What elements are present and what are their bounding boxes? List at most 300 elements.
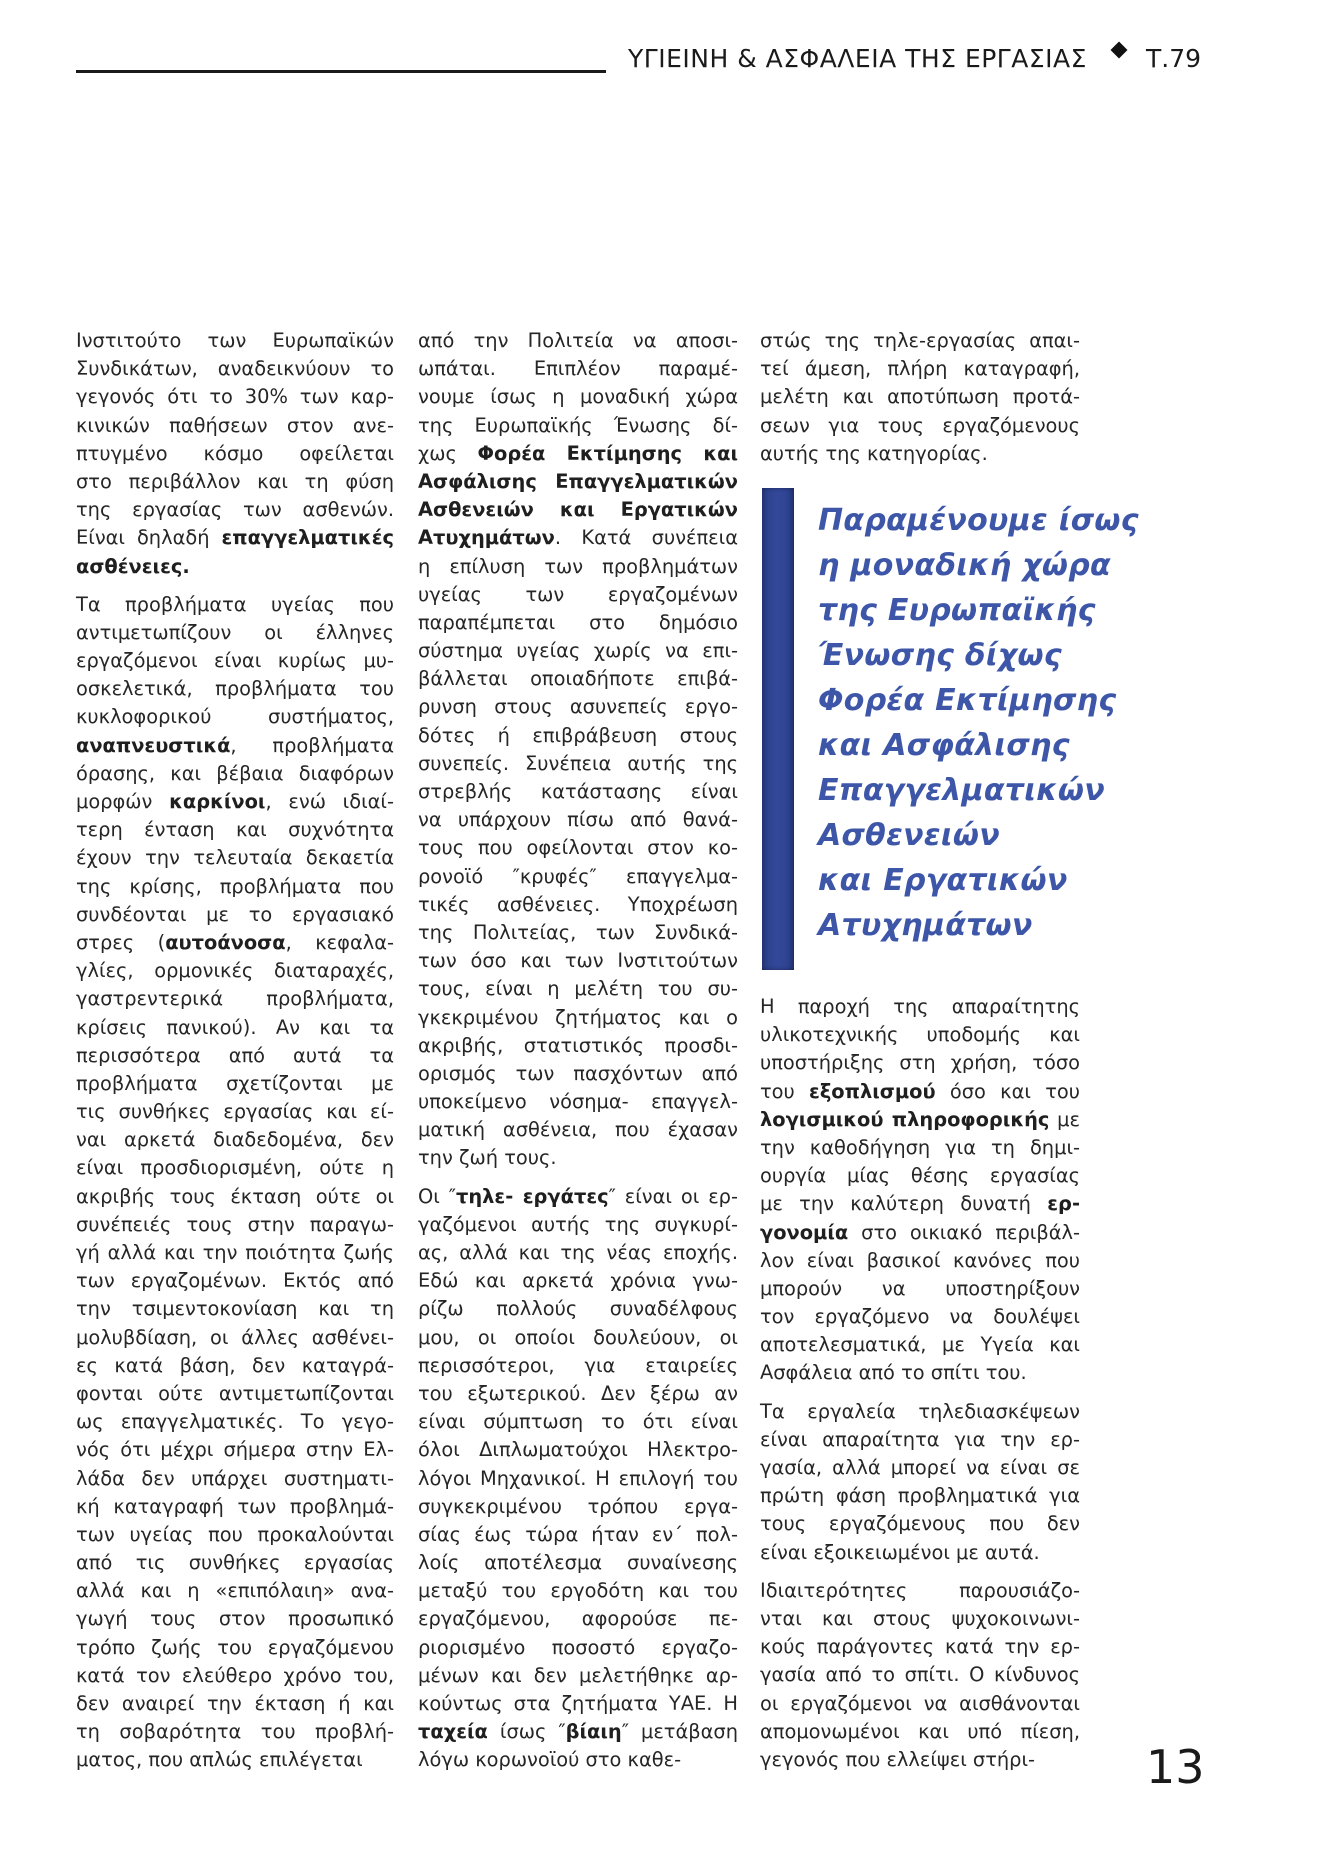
text-line	[76, 985, 394, 1013]
text-line	[76, 553, 394, 581]
text-line	[760, 1454, 1080, 1482]
text-line	[760, 1510, 1080, 1538]
article-column-3	[760, 327, 1080, 478]
text-run: ματική ασθένεια, που έχασαν	[418, 1118, 738, 1142]
text-run: κούντως στα ζητήματα ΥΑΕ. Η	[418, 1692, 738, 1715]
text-run: ρίζω πολλούς συναδέλφους	[418, 1297, 738, 1321]
text-line	[76, 1436, 394, 1464]
text-line	[760, 1303, 1080, 1331]
text-line	[76, 1267, 394, 1295]
bold-text: γονομία	[760, 1220, 849, 1244]
text-line	[418, 1662, 738, 1690]
text-run: συνδέονται με το εργασιακό	[76, 902, 394, 926]
text-line	[76, 1465, 394, 1493]
section-title: ΥΓΙΕΙΝΗ & ΑΣΦΑΛΕΙΑ ΤΗΣ ΕΡΓΑΣΙΑΣ	[628, 44, 1087, 73]
text-run: απομονωμένοι και υπό πίεση,	[760, 1719, 1080, 1743]
text-line	[418, 1352, 738, 1380]
text-run: ″ είναι οι ερ-	[608, 1184, 738, 1208]
text-run: λόγοι Μηχανικοί. Η επιλογή του	[418, 1466, 738, 1490]
text-line	[760, 1690, 1080, 1718]
text-line	[760, 1247, 1080, 1275]
text-line	[418, 1521, 738, 1549]
text-line	[76, 355, 394, 383]
text-run: Η παροχή της απαραίτητης	[760, 995, 1080, 1018]
text-run: . Κατά συνέπεια	[554, 526, 738, 550]
text-run: των εργαζομένων. Εκτός από	[76, 1269, 394, 1293]
pull-quote-text	[818, 498, 1139, 948]
bold-text: αναπνευστικά	[76, 733, 231, 757]
text-run: είναι απαραίτητα για την ερ-	[760, 1427, 1080, 1451]
text-run: δότες ή επιβράβευση στους	[418, 723, 738, 747]
text-run: εργαζόμενου, αφορούσε πε-	[418, 1607, 738, 1631]
text-run: όσο και του	[935, 1079, 1080, 1103]
text-run: ακριβής τους έκταση ούτε οι	[76, 1184, 394, 1208]
text-line	[418, 468, 738, 496]
text-run: είναι σύμπτωση το ότι είναι	[418, 1410, 738, 1434]
text-run: έχουν την τελευταία δεκαετία	[76, 846, 394, 870]
text-line	[418, 1183, 738, 1211]
text-run: γκεκριμένου ζητήματος και ο	[418, 1005, 738, 1029]
text-run: μένων και δεν μελετήθηκε αρ-	[418, 1663, 738, 1687]
text-line	[76, 524, 394, 552]
text-run: υγείας των εργαζομένων	[418, 582, 738, 606]
text-run: τους που οφείλονται στον κο-	[418, 836, 738, 860]
bold-text: ασθένειες.	[76, 554, 190, 578]
paragraph	[760, 1577, 1080, 1774]
text-run: Τα εργαλεία τηλεδιασκέψεων	[760, 1399, 1080, 1423]
text-line	[418, 693, 738, 721]
text-line	[760, 1021, 1080, 1049]
text-run: από τις συνθήκες εργασίας	[76, 1551, 394, 1575]
text-line	[760, 327, 1080, 355]
text-run: ες κατά βάση, δεν καταγρά-	[76, 1353, 394, 1377]
text-run: στρες (	[76, 930, 166, 954]
text-line	[760, 1331, 1080, 1359]
text-line	[76, 1662, 394, 1690]
text-line	[418, 975, 738, 1003]
text-line	[418, 1746, 738, 1774]
text-run: ας, αλλά και της νέας εποχής.	[418, 1241, 738, 1264]
text-run: συγκεκριμένου τρόπου εργα-	[418, 1494, 738, 1518]
text-line	[76, 1577, 394, 1605]
text-run: τους εργαζόμενους που δεν	[760, 1512, 1080, 1536]
text-run: τρόπο ζωής του εργαζόμενου	[76, 1635, 394, 1659]
text-run: του εξωτερικού. Δεν ξέρω αν	[418, 1381, 738, 1405]
text-run: οι εργαζόμενοι να αισθάνονται	[760, 1691, 1080, 1715]
article-column-1	[76, 327, 394, 1785]
text-line	[76, 1042, 394, 1070]
text-line	[76, 619, 394, 647]
text-run: κή καταγραφή των προβλημά-	[76, 1494, 394, 1518]
text-line	[418, 553, 738, 581]
text-run: κούς παράγοντες κατά την ερ-	[760, 1635, 1080, 1659]
pull-quote-line: Ασθενειών	[818, 818, 1000, 853]
text-run: είναι εξοικειωμένοι με αυτά.	[760, 1540, 1040, 1564]
text-run: Ιδιαιτερότητες παρουσιάζο-	[760, 1578, 1080, 1602]
text-line	[418, 806, 738, 834]
text-line	[76, 1408, 394, 1436]
text-line	[76, 1493, 394, 1521]
text-run: κατά τον ελεύθερο χρόνο του,	[76, 1663, 394, 1687]
text-run: των όσο και των Ινστιτούτων	[418, 949, 738, 973]
text-run: , ενώ ιδιαί-	[265, 790, 394, 813]
text-line	[76, 383, 394, 411]
text-line	[760, 1049, 1080, 1077]
text-line	[76, 1380, 394, 1408]
text-line	[76, 1690, 394, 1718]
text-run: την ζωή τους.	[418, 1146, 557, 1170]
text-line	[418, 1239, 738, 1267]
text-line	[76, 1154, 394, 1182]
text-run: του	[760, 1079, 810, 1103]
text-line	[76, 412, 394, 440]
paragraph	[760, 993, 1080, 1388]
text-run: ρυνση στους ασυνεπείς εργο-	[418, 695, 738, 719]
text-run: της εργασίας των ασθενών.	[76, 498, 394, 522]
page-number: 13	[1146, 1740, 1205, 1794]
text-run: νται και στους ψυχοκοινωνι-	[760, 1606, 1080, 1630]
text-line	[76, 1098, 394, 1126]
text-line	[76, 816, 394, 844]
text-line	[76, 1183, 394, 1211]
text-run: να υπάρχουν πίσω από θανά-	[418, 808, 738, 832]
text-run: αντιμετωπίζουν οι έλληνες	[76, 620, 394, 644]
text-line	[760, 1633, 1080, 1661]
text-run: ″ μετάβαση	[621, 1720, 738, 1744]
pull-quote-bar	[762, 488, 794, 970]
text-run: ουργία μίας θέσης εργασίας	[760, 1164, 1080, 1188]
text-line	[418, 609, 738, 637]
text-run: των υγείας που προκαλούνται	[76, 1522, 394, 1546]
text-line	[418, 722, 738, 750]
paragraph	[760, 1398, 1080, 1567]
text-run: στο περιβάλλον και τη φύση	[76, 469, 394, 493]
text-line	[760, 412, 1080, 440]
text-line	[760, 1539, 1080, 1567]
text-line	[760, 1106, 1080, 1134]
bold-text: βίαιη	[565, 1720, 622, 1744]
pull-quote-line: και Εργατικών	[818, 863, 1068, 898]
text-run: είναι προσδιορισμένη, ούτε η	[76, 1156, 394, 1180]
bold-text: ερ-	[1047, 1192, 1080, 1216]
text-line	[760, 1162, 1080, 1190]
text-line	[418, 1493, 738, 1521]
text-run: με την καλύτερη δυνατή	[760, 1192, 1048, 1216]
text-line	[418, 1211, 738, 1239]
pull-quote-line: Ένωσης δίχως	[818, 638, 1062, 673]
bold-text: αυτοάνοσα	[165, 930, 286, 954]
text-run: ακριβής, στατιστικός προσδι-	[418, 1033, 738, 1057]
article-column-2	[418, 327, 738, 1785]
article-column-3-lower	[760, 993, 1080, 1784]
text-line	[418, 919, 738, 947]
text-run: λον είναι βασικοί κανόνες που	[760, 1248, 1080, 1272]
pull-quote-line: Φορέα Εκτίμησης	[818, 683, 1117, 718]
text-line	[418, 1088, 738, 1116]
text-run: , κεφαλα-	[285, 930, 394, 954]
text-run: φονται ούτε αντιμετωπίζονται	[76, 1381, 394, 1405]
text-run: τερη ένταση και συχνότητα	[76, 818, 394, 842]
text-run: με	[1049, 1107, 1081, 1131]
text-run: γή αλλά και την ποιότητα ζωής	[76, 1241, 394, 1264]
text-run: συνέπειές τους στην παραγω-	[76, 1212, 394, 1236]
text-run: στρεβλής κατάστασης είναι	[418, 780, 738, 803]
text-run: τους, είναι η μελέτη του συ-	[418, 977, 738, 1001]
text-run: Εδώ και αρκετά χρόνια γνω-	[418, 1269, 738, 1293]
text-run: λόγω κορωνοϊού στο καθε-	[418, 1748, 682, 1772]
text-line	[76, 591, 394, 619]
text-line	[418, 581, 738, 609]
text-run: της Ευρωπαϊκής Ένωσης δί-	[418, 413, 738, 437]
text-run: ναι αρκετά διαδεδομένα, δεν	[76, 1128, 394, 1152]
text-run: γεγονός που ελλείψει στήρι-	[760, 1747, 1036, 1771]
text-line	[418, 383, 738, 411]
pull-quote-line: Παραμένουμε ίσως	[818, 503, 1139, 538]
text-line	[76, 1126, 394, 1154]
text-line	[76, 760, 394, 788]
text-run: όλοι Διπλωματούχοι Ηλεκτρο-	[418, 1438, 738, 1462]
text-line	[760, 1359, 1080, 1387]
text-line	[76, 1549, 394, 1577]
pull-quote-line: και Ασφάλισης	[818, 728, 1070, 763]
paragraph	[418, 327, 738, 1173]
text-line	[418, 1549, 738, 1577]
text-run: μορφών	[76, 790, 170, 813]
text-run: Τα προβλήματα υγείας που	[76, 592, 394, 616]
text-run: μολυβδίαση, οι άλλες ασθένει-	[76, 1325, 394, 1349]
text-run: , προβλήματα	[230, 733, 394, 757]
text-run: προβλήματα σχετίζονται με	[76, 1071, 394, 1095]
text-run: περισσότερα από αυτά τα	[76, 1043, 394, 1067]
text-line	[760, 1426, 1080, 1454]
text-line	[76, 1070, 394, 1098]
text-line	[76, 647, 394, 675]
pull-quote-line: η μοναδική χώρα	[818, 548, 1111, 583]
pull-quote-line: της Ευρωπαϊκής	[818, 593, 1096, 628]
text-line	[760, 1661, 1080, 1689]
text-line	[76, 929, 394, 957]
text-run: μπορούν να υποστηρίξουν	[760, 1276, 1080, 1300]
bold-text: Φορέα Εκτίμησης και	[477, 441, 738, 465]
paragraph	[76, 327, 394, 581]
text-line	[418, 1295, 738, 1323]
text-line	[418, 355, 738, 383]
text-line	[760, 1398, 1080, 1426]
text-run: περισσότεροι, για εταιρείες	[418, 1353, 738, 1377]
text-line	[760, 1605, 1080, 1633]
bold-text: Ασθενειών και Εργατικών	[418, 498, 738, 522]
bold-text: τηλε- εργάτες	[455, 1184, 609, 1208]
text-line	[418, 750, 738, 778]
text-line	[76, 901, 394, 929]
text-run: ματος, που απλώς επιλέγεται	[76, 1748, 363, 1772]
text-line	[418, 1060, 738, 1088]
text-run: την καθοδήγηση για τη δημι-	[760, 1135, 1080, 1159]
bold-text: καρκίνοι	[169, 790, 266, 813]
text-line	[76, 732, 394, 760]
text-run: συνεπείς. Συνέπεια αυτής της	[418, 751, 738, 775]
text-run: οσκελετικά, προβλήματα του	[76, 677, 394, 701]
text-run: ίσως ″	[487, 1720, 566, 1744]
text-line	[76, 1295, 394, 1323]
text-line	[418, 891, 738, 919]
text-line	[76, 675, 394, 703]
text-line	[760, 1219, 1080, 1247]
text-line	[760, 1134, 1080, 1162]
text-run: Οι ″	[418, 1184, 456, 1208]
text-run: υποκείμενο νόσημα- επαγγελ-	[418, 1090, 738, 1114]
text-run: υποστήριξης στη χρήση, τόσο	[760, 1051, 1080, 1075]
text-run: κινικών παθήσεων στον ανε-	[76, 413, 394, 437]
bold-text: Ασφάλισης Επαγγελματικών	[418, 469, 738, 493]
text-line	[76, 1521, 394, 1549]
text-line	[76, 703, 394, 731]
text-run: στο οικιακό περιβάλ-	[848, 1220, 1080, 1244]
text-line	[418, 1116, 738, 1144]
text-run: η επίλυση των προβλημάτων	[418, 554, 738, 578]
text-run: νουμε ίσως η μοναδική χώρα	[418, 385, 738, 409]
text-run: εργαζόμενοι είναι κυρίως μυ-	[76, 649, 394, 673]
text-line	[418, 1267, 738, 1295]
text-line	[760, 1190, 1080, 1218]
text-line	[76, 468, 394, 496]
text-run: νός ότι μέχρι σήμερα στην Ελ-	[76, 1438, 394, 1462]
text-run: λάδα δεν υπάρχει συστηματι-	[76, 1466, 394, 1490]
text-line	[76, 1239, 394, 1267]
text-line	[418, 947, 738, 975]
text-line	[418, 1465, 738, 1493]
text-run: μου, οι οποίοι δουλεύουν, οι	[418, 1325, 738, 1349]
text-line	[760, 1577, 1080, 1605]
text-run: τικές ασθένειες. Υποχρέωση	[418, 892, 738, 916]
text-run: λοίς αποτέλεσμα συναίνεσης	[418, 1551, 738, 1575]
text-run: μελέτη και αποτύπωση προτά-	[760, 385, 1080, 409]
text-run: της Πολιτείας, των Συνδικά-	[418, 920, 738, 944]
text-line	[76, 496, 394, 524]
text-line	[760, 1746, 1080, 1774]
text-line	[760, 1482, 1080, 1510]
text-line	[76, 1352, 394, 1380]
text-line	[418, 1634, 738, 1662]
paragraph	[418, 1183, 738, 1775]
text-line	[76, 1605, 394, 1633]
text-run: κυκλοφορικού συστήματος,	[76, 705, 394, 729]
text-run: από την Πολιτεία να αποσι-	[418, 329, 738, 352]
bold-text: λογισμικού πληροφορικής	[760, 1107, 1050, 1131]
text-line	[418, 1605, 738, 1633]
text-line	[760, 440, 1080, 468]
bold-text: ταχεία	[418, 1720, 488, 1744]
text-run: όρασης, και βέβαια διαφόρων	[76, 761, 394, 785]
text-line	[76, 1634, 394, 1662]
text-line	[760, 355, 1080, 383]
text-line	[418, 412, 738, 440]
issue-number: Τ.79	[1146, 44, 1202, 73]
text-run: γαζόμενοι αυτής της συγκυρί-	[418, 1212, 738, 1236]
text-line	[76, 844, 394, 872]
text-run: αποτελεσματικά, με Υγεία και	[760, 1333, 1080, 1357]
text-line	[76, 1718, 394, 1746]
text-run: της κρίσης, προβλήματα που	[76, 874, 394, 898]
text-run: χως	[418, 441, 478, 465]
text-line	[418, 524, 738, 552]
text-line	[418, 778, 738, 806]
text-run: γλίες, ορμονικές διαταραχές,	[76, 959, 394, 983]
text-line	[760, 1718, 1080, 1746]
text-line	[418, 1004, 738, 1032]
text-line	[760, 1275, 1080, 1303]
text-run: υλικοτεχνικής υποδομής και	[760, 1023, 1080, 1047]
pull-quote-line: Επαγγελματικών	[818, 773, 1105, 808]
text-line	[418, 1436, 738, 1464]
diamond-icon	[1111, 42, 1128, 59]
text-line	[76, 873, 394, 901]
text-line	[76, 440, 394, 468]
text-run: γασία από το σπίτι. Ο κίνδυνος	[760, 1663, 1080, 1687]
text-line	[418, 637, 738, 665]
text-line	[76, 327, 394, 355]
text-run: γαστρεντερικά προβλήματα,	[76, 987, 394, 1011]
text-run: μεταξύ του εργοδότη και του	[418, 1579, 738, 1603]
text-line	[418, 496, 738, 524]
text-run: ριορισμένο ποσοστό εργαζο-	[418, 1635, 738, 1659]
text-run: σεων για τους εργαζόμενους	[760, 413, 1080, 437]
text-line	[76, 1324, 394, 1352]
text-line	[418, 1690, 738, 1718]
text-line	[76, 788, 394, 816]
text-run: ορισμός των πασχόντων από	[418, 1061, 738, 1085]
header-rule	[76, 70, 606, 73]
text-run: ρονοϊό ″κρυφές″ επαγγελμα-	[418, 864, 738, 888]
text-run: δεν αναιρεί την έκταση ή και	[76, 1692, 394, 1715]
text-line	[418, 1324, 738, 1352]
text-run: ως επαγγελματικές. Το γεγο-	[76, 1410, 394, 1434]
text-line	[418, 1577, 738, 1605]
pull-quote	[762, 488, 1182, 970]
text-line	[760, 993, 1080, 1021]
text-run: την τσιμεντοκονίαση και τη	[76, 1297, 394, 1321]
text-line	[418, 1408, 738, 1436]
text-line	[418, 1144, 738, 1172]
text-run: Ινστιτούτο των Ευρωπαϊκών	[76, 329, 394, 352]
text-line	[418, 1032, 738, 1060]
text-run: Είναι δηλαδή	[76, 526, 222, 550]
text-line	[418, 327, 738, 355]
text-run: παραπέμπεται στο δημόσιο	[418, 610, 738, 634]
bold-text: επαγγελματικές	[221, 526, 394, 550]
text-run: πτυγμένο κόσμο οφείλεται	[76, 441, 394, 465]
text-run: κρίσεις πανικού). Αν και τα	[76, 1015, 394, 1039]
text-run: τεί άμεση, πλήρη καταγραφή,	[760, 357, 1080, 381]
text-line	[418, 665, 738, 693]
text-line	[760, 1078, 1080, 1106]
text-line	[76, 1746, 394, 1774]
text-run: αλλά και η «επιπόλαιη» ανα-	[76, 1579, 394, 1603]
text-run: σίας έως τώρα ήταν εν΄ πολ-	[418, 1522, 738, 1546]
text-line	[76, 1211, 394, 1239]
text-run: αυτής της κατηγορίας.	[760, 441, 988, 465]
paragraph	[76, 591, 394, 1775]
bold-text: Ατυχημάτων	[418, 526, 555, 550]
text-run: Ασφάλεια από το σπίτι του.	[760, 1361, 1027, 1385]
text-line	[760, 383, 1080, 411]
text-run: γασία, αλλά μπορεί να είναι σε	[760, 1456, 1080, 1479]
text-line	[418, 1718, 738, 1746]
text-run: σύστημα υγείας χωρίς να επι-	[418, 639, 738, 663]
pull-quote-line: Ατυχημάτων	[818, 908, 1033, 943]
paragraph	[760, 327, 1080, 468]
text-run: τις συνθήκες εργασίας και εί-	[76, 1100, 394, 1124]
